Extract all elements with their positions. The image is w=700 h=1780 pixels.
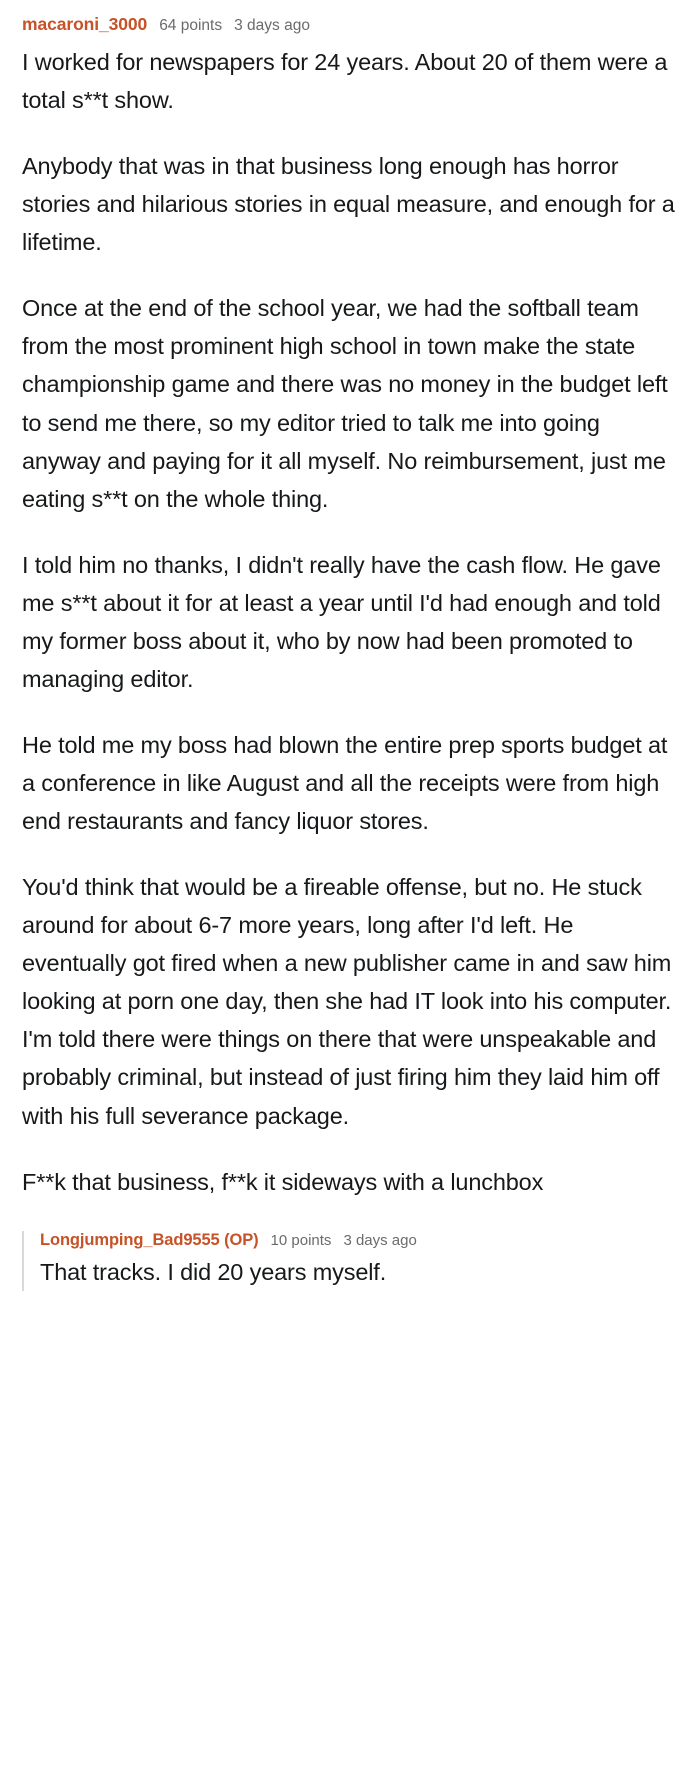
reply-paragraph: That tracks. I did 20 years myself. <box>40 1258 387 1285</box>
comment-paragraph: He told me my boss had blown the entire prep sports budget at a conference in like August and all the receipts were from high end restaurants and fancy liquor stores. <box>22 731 668 835</box>
comment-paragraph: I worked for newspapers for 24 years. About 20 of them were a total s**t show. <box>22 49 668 114</box>
comment-body <box>22 43 682 1201</box>
comment-timestamp: 3 days ago <box>234 17 310 34</box>
reply-timestamp: 3 days ago <box>343 1231 417 1249</box>
comment-points: 64 points <box>159 17 223 34</box>
comment-paragraph: You'd think that would be a fireable offense, but no. He stuck around for about 6-7 more years, long after I'd left. He eventually got fired when a new publisher came in and saw him looking at porn one day, then she had IT look into his computer. I'm told there were things on there that were unspeakable and probably criminal, but instead of just firing him they laid him off with his full severance package. <box>22 874 672 1129</box>
comment-paragraph: I told him no thanks, I didn't really have the cash flow. He gave me s**t about it for at least a year until I'd had enough and told my former boss about it, who by now had been promoted to managing editor. <box>22 551 661 692</box>
reply-body <box>40 1254 682 1292</box>
comment-header <box>22 14 682 35</box>
reply-points: 10 points <box>270 1231 332 1249</box>
reply-author-link[interactable]: Longjumping_Bad9555 (OP) <box>40 1230 259 1249</box>
comment-author-link[interactable]: macaroni_3000 <box>22 14 148 34</box>
reply-header <box>40 1231 682 1250</box>
comment-paragraph: Anybody that was in that business long enough has horror stories and hilarious stories in equal measure, and enough for a lifetime. <box>22 153 675 256</box>
comment-paragraph: Once at the end of the school year, we had the softball team from the most prominent high school in town make the state championship game and there was no money in the budget left to send me there, so my editor tried to talk me into going anyway and paying for it all myself. No reimbursement, just me eating s**t on the whole thing. <box>22 295 668 512</box>
reply-comment <box>22 1231 682 1292</box>
comment-paragraph: F**k that business, f**k it sideways with a lunchbox <box>22 1168 544 1195</box>
